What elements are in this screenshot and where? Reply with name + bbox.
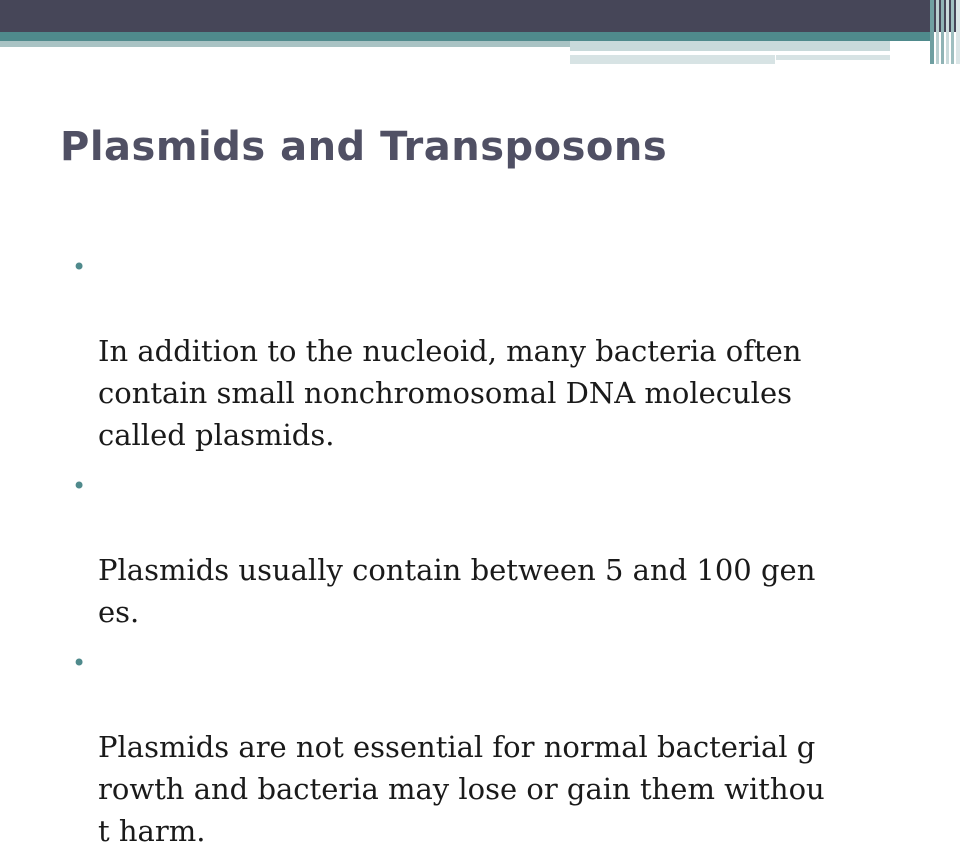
- header-vertical-stripe: [941, 0, 944, 64]
- header-divider-line: [570, 51, 890, 53]
- header-gray-bar: [0, 41, 570, 47]
- header-vertical-stripe: [930, 0, 934, 64]
- header-dark-bar: [0, 0, 960, 32]
- bullet-text: Plasmids usually contain between 5 and 100 gen es.: [98, 553, 816, 629]
- header-vertical-stripe: [956, 0, 960, 64]
- bullet-text: In addition to the nucleoid, many bacteria often contain small nonchromosomal DNA molecules called plasmids.: [98, 334, 802, 452]
- header-vertical-stripe: [946, 0, 949, 64]
- header-light-bar-short: [776, 55, 890, 60]
- header-vertical-stripe: [951, 0, 954, 64]
- bullet-item: [72, 642, 912, 852]
- bullet-list: [72, 246, 912, 861]
- bullet-text: Plasmids are not essential for normal bacterial g rowth and bacteria may lose or gain them withou t harm.: [98, 730, 825, 848]
- header-light-bar: [570, 41, 890, 51]
- bullet-dot-icon: •: [72, 253, 87, 281]
- bullet-item: [72, 246, 912, 456]
- bullet-dot-icon: •: [72, 472, 87, 500]
- header-light-bar-lower: [570, 55, 775, 64]
- bullet-item: [72, 465, 912, 633]
- bullet-dot-icon: •: [72, 649, 87, 677]
- slide-title: Plasmids and Transposons: [60, 124, 668, 170]
- header-teal-bar: [0, 32, 930, 41]
- header-vertical-stripe: [936, 0, 939, 64]
